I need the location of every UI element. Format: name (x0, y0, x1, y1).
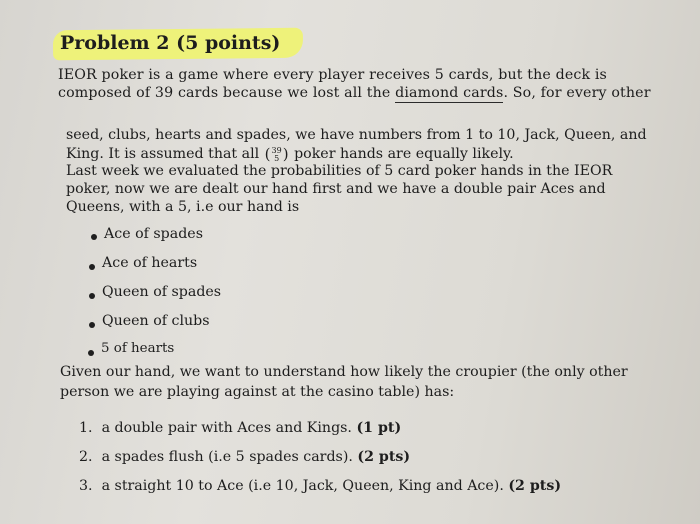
item-number: 1. (79, 420, 93, 436)
intro-line-1: IEOR poker is a game where every player receives 5 cards, but the deck is (58, 67, 607, 83)
item-text: a double pair with Aces and Kings. (101, 420, 357, 436)
bullet-icon (89, 293, 95, 299)
item-text: a spades flush (i.e 5 spades cards). (101, 449, 358, 465)
item-number: 3. (79, 478, 93, 494)
item-points: (1 pt) (356, 420, 402, 436)
intro-line-2-end: . So, for every other (503, 85, 651, 101)
item-points: (2 pts) (357, 449, 411, 465)
body-line-4: poker, now we are dealt our hand first and we have a double pair Aces and (66, 181, 606, 197)
question-line-2: person we are playing against at the casino table) has: (60, 384, 455, 400)
bullet-icon (89, 322, 95, 328)
body-line-2 (66, 145, 514, 163)
problem-title: Problem 2 (5 points) (60, 32, 281, 54)
hand-item: Ace of hearts (102, 255, 198, 271)
underlined-phrase: diamond cards (395, 85, 504, 101)
list-item (79, 420, 401, 436)
hand-item: Queen of spades (102, 284, 222, 300)
intro-line-2-start: composed of 39 cards because we lost all the (58, 85, 396, 101)
list-item (79, 449, 410, 465)
body-line-2-start: King. It is assumed that all (66, 146, 264, 162)
body-line-1: seed, clubs, hearts and spades, we have numbers from 1 to 10, Jack, Queen, and (66, 127, 647, 143)
body-line-5: Queens, with a 5, i.e our hand is (66, 199, 300, 215)
item-text: a straight 10 to Ace (i.e 10, Jack, Queen, King and Ace). (101, 478, 509, 494)
binomial-top: 39 (271, 146, 282, 155)
hand-item: Queen of clubs (102, 313, 210, 329)
body-line-2-end: poker hands are equally likely. (289, 146, 514, 162)
hand-item: Ace of spades (104, 226, 203, 242)
binomial-coefficient: (39 5 ) (264, 145, 289, 163)
intro-line-2 (58, 85, 651, 101)
bullet-icon (91, 234, 97, 240)
list-item (79, 478, 561, 494)
body-line-3: Last week we evaluated the probabilities of 5 card poker hands in the IEOR (66, 163, 613, 179)
bullet-icon (88, 350, 94, 356)
binomial-bottom: 5 (274, 154, 280, 163)
question-line-1: Given our hand, we want to understand how likely the croupier (the only other (60, 364, 628, 380)
item-points: (2 pts) (508, 478, 562, 494)
item-number: 2. (79, 449, 93, 465)
bullet-icon (89, 264, 95, 270)
hand-item: 5 of hearts (101, 341, 175, 356)
